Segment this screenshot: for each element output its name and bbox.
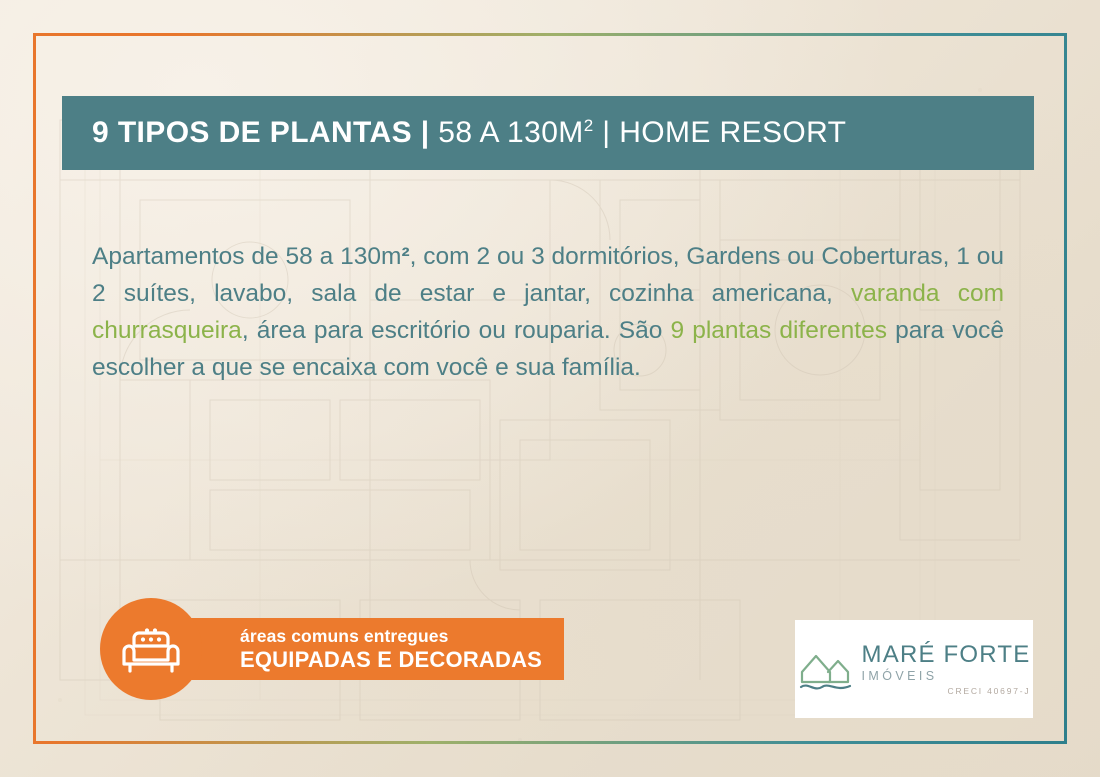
brand-logo [795, 620, 1033, 718]
amenities-badge-bar [166, 618, 564, 680]
body-part-1: Apartamentos de 58 a 130m [92, 243, 402, 270]
page-title [92, 116, 846, 150]
armchair-icon [100, 598, 202, 700]
body-highlight-2: 9 plantas diferentes [670, 317, 887, 344]
brand-creci: CRECI 40697-J [947, 685, 1031, 696]
house-wave-icon [798, 642, 854, 696]
title-light-before: 58 A 130M [438, 116, 584, 149]
title-strong: 9 TIPOS DE PLANTAS | [92, 116, 430, 149]
title-light-after: | HOME RESORT [593, 116, 847, 149]
body-part-1-bold: ² [401, 243, 410, 270]
title-band [62, 96, 1034, 170]
brand-name: MARÉ FORTE [861, 641, 1031, 668]
body-part-4: para você escolher a que se encaixa com você e sua família. [92, 317, 1004, 381]
badge-line-2: EQUIPADAS E DECORADAS [240, 647, 543, 672]
title-superscript: 2 [583, 116, 594, 135]
body-paragraph [92, 238, 1004, 386]
body-part-2: , com 2 ou 3 dormitórios, Gardens ou Coberturas, 1 ou 2 suítes, lavabo, sala de estar e jantar, cozinha americana, [92, 243, 1004, 307]
body-highlight-1: varanda com churrasqueira [92, 280, 1004, 344]
badge-line-1: áreas comuns entregues [240, 626, 449, 646]
amenities-badge [100, 612, 564, 686]
body-part-3: , área para escritório ou rouparia. São [241, 317, 671, 344]
brand-subtitle: IMÓVEIS [861, 669, 938, 683]
